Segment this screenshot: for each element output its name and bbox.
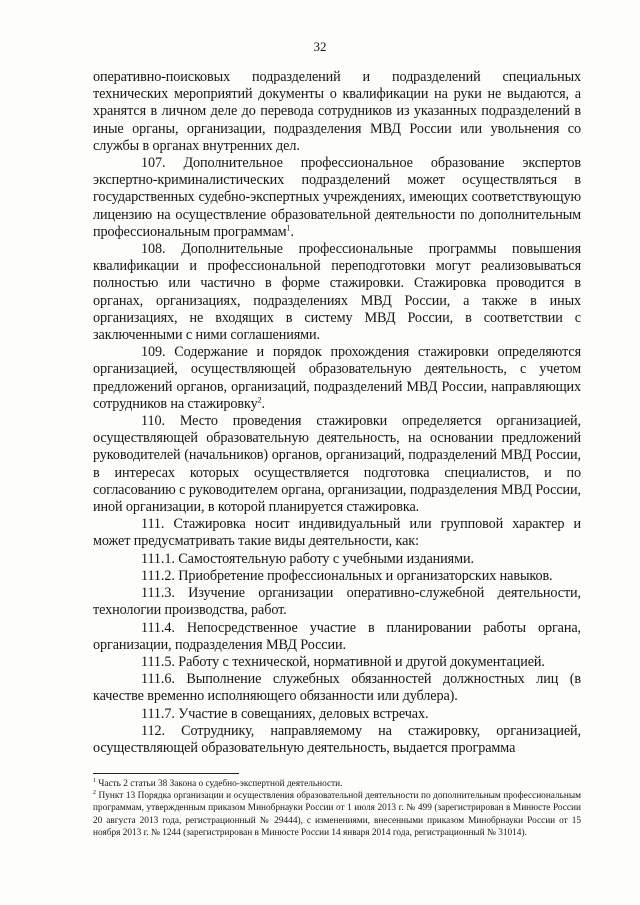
paragraph-number: 111.4.	[141, 619, 175, 636]
paragraph	[93, 671, 581, 705]
paragraph-number: 111.5.	[141, 653, 175, 670]
paragraph-text: Дополнительное профессиональное образование экспертов экспертно-криминалистических подразделений может осуществляться в государственных судебно-экспертных учреждениях, имеющих соответствующую лицензию на осуществление образовательной деятельности по дополнительным профессиональным программам	[93, 155, 581, 240]
paragraph-text: оперативно-поисковых подразделений и подразделений специальных технических мероприятий документы о квалификации на руки не выдаются, а хранятся в личном деле до перевода сотрудников из указанных подразделений в иные органы, организации, подразделения МВД России или увольнения со службы в органах внутренних дел.	[93, 69, 581, 154]
footnote-text: Пункт 13 Порядка организации и осуществления образовательной деятельности по дополнительным профессиональным программам, утвержденным приказом Минобрнауки России от 1 июля 2013 г. № 499 (зарегистрирован в Минюсте России 20 августа 2013 года, регистрационный № 29444), с изменениями, внесенными приказом Минобрнауки России от 15 ноября 2013 г. № 1244 (зарегистрирован в Минюсте России 14 января 2014 года, регистрационный № 31014).	[93, 791, 581, 838]
footnote-text: Часть 2 статьи 38 Закона о судебно-экспертной деятельности.	[98, 779, 343, 789]
paragraph-text: Приобретение профессиональных и организаторских навыков.	[178, 567, 553, 584]
paragraph-text: Самостоятельную работу с учебными изданиями.	[178, 550, 474, 567]
paragraph-number: 112.	[141, 722, 165, 739]
footnotes	[93, 778, 581, 839]
paragraph-number: 109.	[141, 344, 166, 361]
footnote-separator	[93, 773, 239, 774]
footnote-mark: 1	[93, 777, 96, 784]
paragraph-text: Содержание и порядок прохождения стажировки определяются организацией, осуществляющей образовательную деятельность, с учетом предложений органов, организаций, подразделений МВД России, направляющих сотрудников на стажировку	[93, 344, 581, 412]
paragraph-text: Дополнительные профессиональные программы повышения квалификации и профессиональной переподготовки могут реализовываться полностью или частично в форме стажировки. Стажировка проводится в органах, организациях, подразделениях МВД России, а также в иных организациях, не входящих в систему МВД России, в соответствии с заключенными с ними соглашениями.	[93, 241, 582, 344]
paragraph-number: 111.2.	[141, 567, 175, 584]
footnote	[93, 790, 581, 839]
paragraph-text: Изучение организации оперативно-служебной деятельности, технологии производства, работ.	[93, 585, 581, 619]
paragraph	[93, 654, 581, 671]
paragraph	[93, 69, 581, 155]
paragraph-number: 108.	[141, 241, 166, 258]
paragraph	[93, 241, 581, 344]
paragraph-number: 111.	[141, 516, 165, 533]
paragraph-number: 111.1.	[141, 550, 175, 567]
document-body	[93, 69, 581, 757]
paragraph	[93, 706, 581, 723]
footnote-reference: 1	[286, 223, 291, 233]
page-number: 32	[313, 39, 327, 54]
paragraph-number: 107.	[141, 155, 166, 172]
paragraph	[93, 413, 581, 516]
paragraph	[93, 620, 581, 654]
paragraph-text: Выполнение служебных обязанностей должностных лиц (в качестве временно исполняющего обязанности или дублера).	[93, 671, 581, 705]
paragraph-text: Стажировка носит индивидуальный или групповой характер и может предусматривать такие виды деятельности, как:	[93, 516, 581, 550]
paragraph	[93, 568, 581, 585]
paragraph-text: Непосредственное участие в планировании работы органа, организации, подразделения МВД России.	[93, 619, 581, 653]
paragraph-number: 111.6.	[141, 671, 175, 688]
paragraph	[93, 516, 581, 550]
paragraph-tail: .	[290, 223, 294, 240]
paragraph	[93, 551, 581, 568]
footnote-mark: 2	[93, 790, 96, 797]
paragraph-text: Сотруднику, направляемому на стажировку, организацией, осуществляющей образовательную деятельность, выдается программа	[93, 722, 581, 756]
paragraph-text: Участие в совещаниях, деловых встречах.	[178, 705, 429, 722]
paragraph-number: 111.7.	[141, 705, 175, 722]
paragraph	[93, 344, 581, 413]
paragraph-number: 110.	[141, 413, 165, 430]
footnote-reference: 2	[257, 395, 262, 405]
paragraph-text: Работу с технической, нормативной и другой документацией.	[178, 653, 545, 670]
footnote	[93, 778, 581, 790]
paragraph-number: 111.3.	[141, 585, 175, 602]
paragraph	[93, 155, 581, 241]
paragraph-text: Место проведения стажировки определяется организацией, осуществляющей образовательную деятельность, на основании предложений руководителей (начальников) органов, организаций, подразделений МВД России, в интересах которых осуществляется подготовка специалистов, и по согласованию с руководителем органа, организации, подразделения МВД России, иной организации, в которой планируется стажировка.	[93, 413, 581, 516]
paragraph-tail: .	[261, 395, 265, 412]
paragraph	[93, 585, 581, 619]
paragraph	[93, 723, 581, 757]
